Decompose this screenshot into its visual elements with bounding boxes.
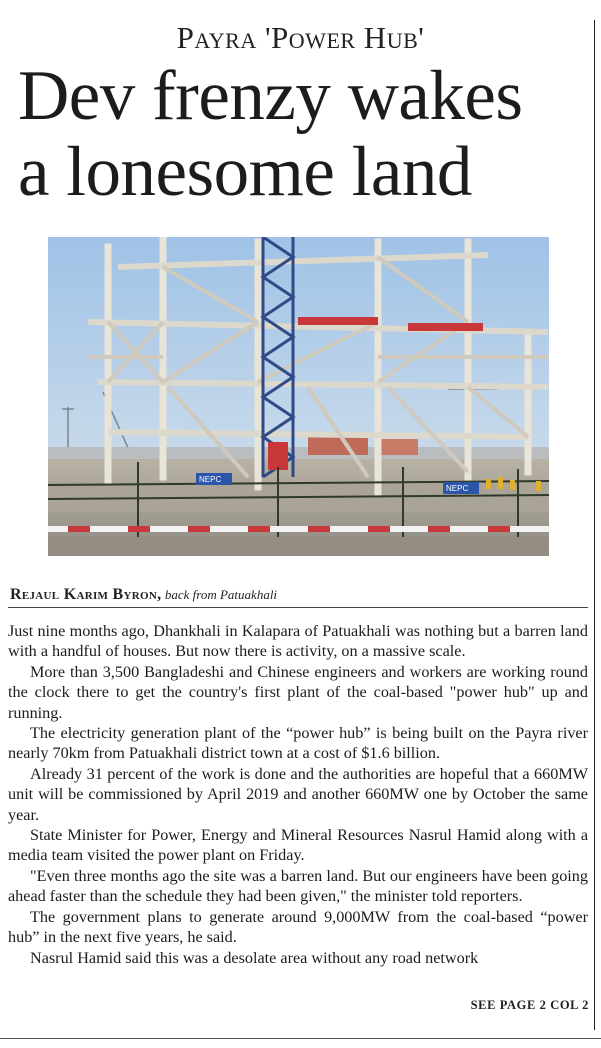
headline-line-2: a lonesome land bbox=[18, 133, 472, 211]
headline-line-1: Dev frenzy wakes bbox=[18, 57, 523, 135]
paragraph: Already 31 percent of the work is done and the authorities are hopeful that a 660MW unit will be commissioned by April 2019 and another 660MW one by October the same year. bbox=[8, 764, 588, 824]
continuation-note: SEE PAGE 2 COL 2 bbox=[470, 998, 589, 1012]
paragraph: More than 3,500 Bangladeshi and Chinese engineers and workers are working round the clock there to get the country's first plant of the coal-based "power hub" up and running. bbox=[8, 662, 588, 722]
construction-photo-icon bbox=[48, 237, 549, 556]
photo-sign-2: NEPC bbox=[446, 484, 469, 493]
paragraph: The government plans to generate around 9,000MW from the coal-based “power hub” in the next five years, he said. bbox=[8, 907, 588, 947]
kicker: Payra 'Power Hub' bbox=[176, 20, 425, 55]
paragraph: "Even three months ago the site was a barren land. But our engineers have been going ahead faster than the schedule they had been given," the minister told reporters. bbox=[8, 866, 588, 906]
paragraph: The electricity generation plant of the “power hub” is being built on the Payra river nearly 70km from Patuakhali district town at a cost of $1.6 billion. bbox=[8, 724, 588, 763]
article-body bbox=[8, 621, 588, 968]
byline-divider bbox=[8, 607, 588, 608]
paragraph: Nasrul Hamid said this was a desolate area without any road network bbox=[30, 948, 479, 967]
paragraph: Just nine months ago, Dhankhali in Kalapara of Patuakhali was nothing but a barren land with a handful of houses. But now there is activity, on a massive scale. bbox=[8, 622, 588, 661]
paragraph: State Minister for Power, Energy and Mineral Resources Nasrul Hamid along with a media team visited the power plant on Friday. bbox=[8, 826, 588, 865]
byline-location: back from Patuakhali bbox=[164, 587, 278, 602]
construction-photo bbox=[48, 237, 549, 556]
byline-author: Rejaul Karim Byron, bbox=[10, 586, 162, 603]
photo-sign-1: NEPC bbox=[199, 475, 222, 484]
column-rule bbox=[594, 20, 595, 1030]
headline bbox=[18, 58, 594, 210]
byline bbox=[10, 586, 590, 604]
bottom-rule bbox=[0, 1038, 601, 1039]
